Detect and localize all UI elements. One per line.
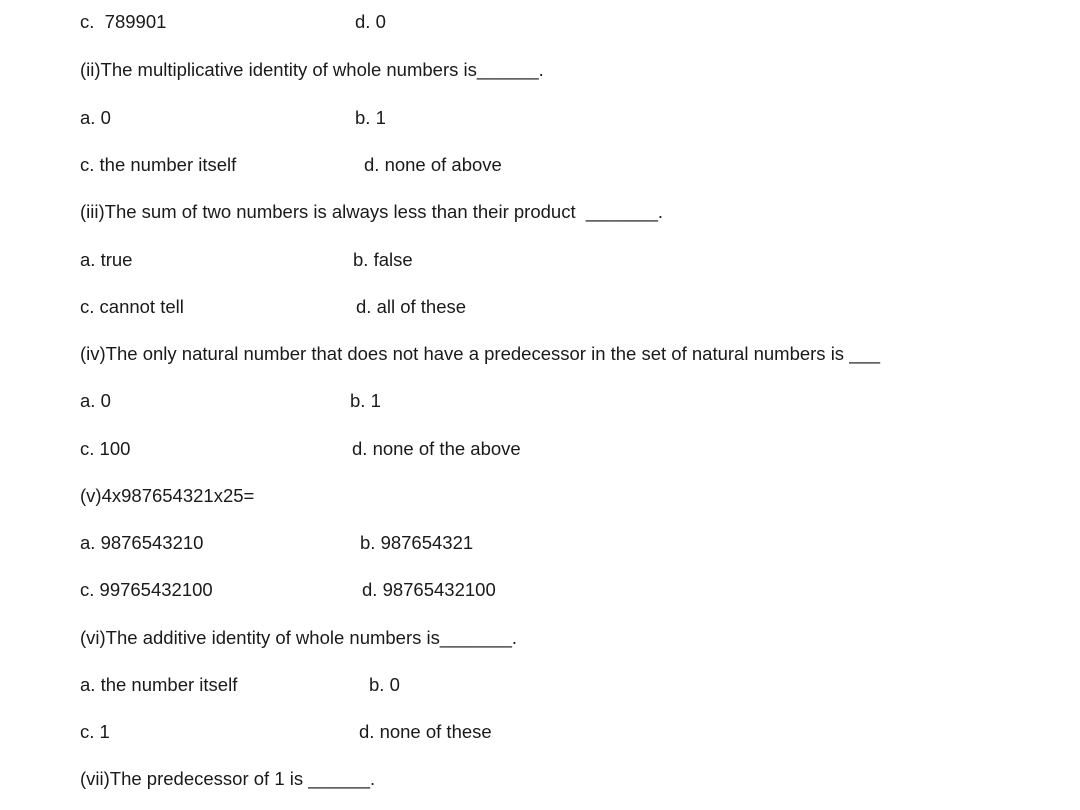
option-b: b. 1 <box>355 107 386 128</box>
option-c: c. cannot tell <box>80 296 184 317</box>
option-d: d. 0 <box>355 11 386 32</box>
option-a: a. 0 <box>80 107 111 128</box>
question-vii: (vii)The predecessor of 1 is ______. <box>80 768 376 789</box>
option-d: d. none of above <box>364 154 502 175</box>
question-v: (v)4x987654321x25= <box>80 485 255 506</box>
question-iv: (iv)The only natural number that does not have a predecessor in the set of natural numbers is ___ <box>80 343 881 364</box>
question-vi: (vi)The additive identity of whole numbers is_______. <box>80 627 518 648</box>
option-d: d. none of the above <box>352 438 521 459</box>
option-b: b. 0 <box>369 674 400 695</box>
option-c: c. 99765432100 <box>80 579 213 600</box>
option-c: c. 1 <box>80 721 110 742</box>
option-c: c. 789901 <box>80 11 167 32</box>
option-c: c. 100 <box>80 438 131 459</box>
option-a: a. the number itself <box>80 674 238 695</box>
option-d: d. 98765432100 <box>362 579 496 600</box>
question-iii: (iii)The sum of two numbers is always less than their product _______. <box>80 201 664 222</box>
option-a: a. 9876543210 <box>80 532 204 553</box>
option-d: d. none of these <box>359 721 492 742</box>
option-d: d. all of these <box>356 296 467 317</box>
option-b: b. 1 <box>350 390 381 411</box>
option-a: a. true <box>80 249 133 270</box>
option-b: b. 987654321 <box>360 532 474 553</box>
option-a: a. 0 <box>80 390 111 411</box>
question-ii: (ii)The multiplicative identity of whole numbers is______. <box>80 59 544 80</box>
option-b: b. false <box>353 249 413 270</box>
option-c: c. the number itself <box>80 154 237 175</box>
